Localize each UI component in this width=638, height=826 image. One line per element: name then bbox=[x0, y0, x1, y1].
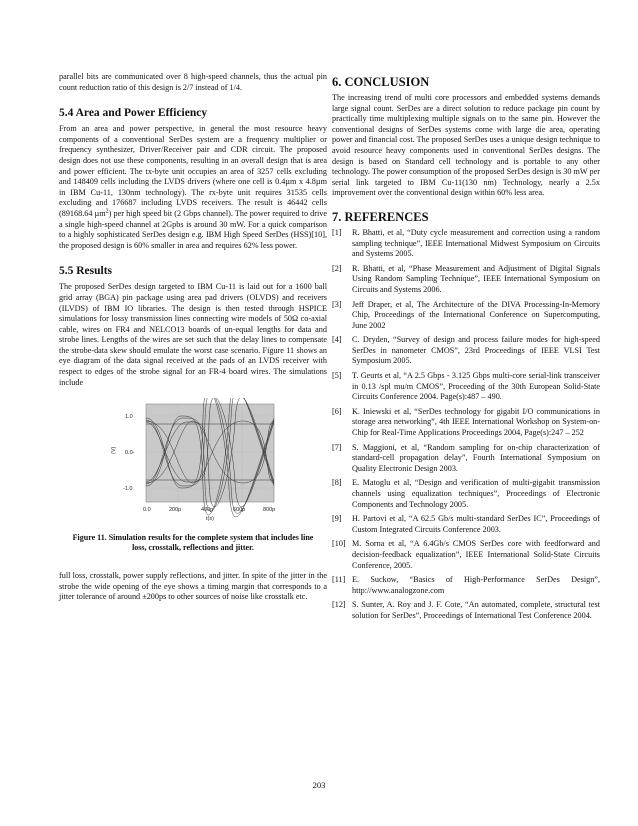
y-tick-0: 0.0- bbox=[125, 450, 135, 457]
intro-paragraph: parallel bits are communicated over 8 high-speed channels, thus the actual pin count reduction ratio of this design is 2/7 instead of 1/4. bbox=[59, 72, 327, 92]
reference-item: [7] S. Maggioni, et al, “Random sampling for on-chip characterization of standard-cell propagation delay”, Fourth International Symposium on Quality Electronic Design 2003. bbox=[332, 442, 600, 473]
figure-11-eye-diagram bbox=[103, 398, 283, 525]
section-6-paragraph: The increasing trend of multi core processors and embedded systems demands large signal count. SerDes are a direct solution to reduce package pin count by practically time multiplexing multiple signals on to the same pin. However the conventional designs of SerDes systems come with large die area, operating power and financial cost. The proposed SerDes uses a unique design technique to avoid resource heavy components used in conventional SerDes designs. The design is based on Standard cell technology and is portable to any other technology. The power consumption of the proposed SerDes design is 30 mW per serial link targeted to IBM Cu-11(130 nm) Technology, nearly a 2.5x improvement over the conventional design within 60% less area. bbox=[332, 93, 600, 198]
section-5-4-heading: 5.4 Area and Power Efficiency bbox=[59, 107, 208, 120]
eye-diagram-svg bbox=[103, 398, 283, 525]
x-tick-400p: 400p bbox=[201, 507, 214, 514]
reference-item: [3] Jeff Draper, et al, The Architecture of the DIVA Processing-In-Memory Chip, Proceedings of the International Conference on Supercomputing, June 2002 bbox=[332, 299, 600, 330]
section-5-4-paragraph: From an area and power perspective, in general the most resource heavy components of a conventional SerDes system are a frequency multiplier or frequency synthesizer, Driver/Receiver pair and CDR circuit. The proposed design does not use these components, resulting in an overall design that is area and power efficient. The tx-byte unit occupies an area of 3257 cells excluding and 148409 cells including the LVDS drivers (where one cell is 0.4µm x 4.8µm in IBM Cu-11, 130nm technology). The rx-byte unit requires 31535 cells excluding and 176687 including LVDS receivers. The result is 46442 cells (89168.64 µm$^2$) per high speed bit (2 Gbps channel). The power required to drive a single high-speed channel at 2Gpbs is around 30 mW. For a quick comparison to a highly sophisticated SerDes design e.g. IBM High Speed SerDes (HSS)[10], the proposed design is 60% smaller in area and requires 62% less power. bbox=[59, 124, 327, 250]
y-tick-neg1: -1.0 bbox=[123, 486, 133, 493]
reference-item: [11] E. Suckow, “Basics of High-Performance SerDes Design”, http://www.analogzone.com bbox=[332, 575, 600, 595]
reference-item: [1] R. Bhatti, et al, “Duty cycle measurement and correction using a random sampling technique”, IEEE International Midwest Symposium on Circuits and Systems 2005. bbox=[332, 227, 600, 259]
y-axis-label: (V) bbox=[111, 446, 117, 455]
right-column bbox=[332, 72, 600, 626]
references-list bbox=[332, 228, 600, 622]
reference-item: [6] K. Iniewski et al, “SerDes technology for gigabit I/O communications in storage area networking”, 4th IEEE International Workshop on System-on-Chip for Real-Time Applications Proceedings 2004, Page(s):247 – 252 bbox=[332, 406, 600, 438]
left-column bbox=[59, 72, 327, 603]
x-tick-0: 0.0 bbox=[143, 507, 151, 514]
y-tick-1: 1.0 bbox=[125, 414, 133, 421]
page-number: 203 bbox=[312, 780, 326, 790]
x-tick-600p: 600p bbox=[233, 507, 246, 514]
reference-item: [2] R. Bhatti, et al, “Phase Measurement and Adjustment of Digital Signals Using Random Sampling Technique”, IEEE International Symposium on Circuits and Systems 2006. bbox=[332, 263, 600, 294]
reference-item: [8] E. Matoglu et al, “Design and verification of multi-gigabit transmission channels using equalization techniques”, Proceedings of Electronic Components and Technology 2005. bbox=[332, 478, 600, 509]
section-5-5-paragraph: The proposed SerDes design targeted to IBM Cu-11 is laid out for a 1600 ball grid array (BGA) pin package using area pad drivers (OLVDS) and receivers (ILVDS) of IBM IO libraries. The design is then tested through HSPICE simulations for lossy transmission lines connecting wire models of 50Ω co-axial cable, wires on FR4 and NELCO13 boards of un-equal lengths for data and strobe lines. Lengths of the wires are set such that the delay lines to compensate the strobe-data skew should emulate the worst case scenario. Figure 11 shows an eye diagram of the data signal received at the pads of an LVDS receiver with respect to edges of the strobe signal for an FR-4 board wires. The simulations include bbox=[59, 282, 327, 387]
x-axis-label: t(s) bbox=[206, 516, 214, 523]
section-6-heading: 6. CONCLUSION bbox=[332, 75, 430, 89]
reference-item: [10] M. Sorna et al, “A 6.4Gb/s CMOS SerDes core with feedforward and decision-feedback equalization”, IEEE International Solid-State Circuits Conference, 2005. bbox=[332, 539, 600, 570]
post-figure-paragraph: full loss, crosstalk, power supply reflections, and jitter. In spite of the jitter in the strobe the wide opening of the eye shows a timing margin that corresponds to a jitter tolerance of around ±200ps to other sources of noise like crosstalk etc. bbox=[59, 571, 327, 602]
reference-item: [12] S. Sunter, A. Roy and J. F. Cote, “An automated, complete, structural test solution for SerDes”, Proceedings of International Test Conference 2004. bbox=[332, 600, 600, 620]
reference-item: [4] C. Dryden, “Survey of design and process failure modes for high-speed SerDes in nanometer CMOS”, 23rd Proceedings of IEEE VLSI Test Symposium 2005. bbox=[332, 335, 600, 366]
reference-item: [9] H. Partovi et al, “A 62.5 Gb/s multi-standard SerDes IC”, Proceedings of Custom Integrated Circuits Conference 2003. bbox=[332, 514, 600, 534]
reference-item: [5] T. Geurts et al, “A 2.5 Gbps - 3.125 Gbps multi-core serial-link transceiver in 0.13 /spl mu/m CMOS”, Proceeding of the 30th European Solid-State Circuits Conference 2004. Page(s):487 – 490. bbox=[332, 371, 600, 402]
section-7-heading: 7. REFERENCES bbox=[332, 209, 429, 224]
section-5-5-heading: 5.5 Results bbox=[59, 265, 113, 278]
x-tick-800p: 800p bbox=[263, 507, 276, 514]
figure-11-caption: Figure 11. Simulation results for the complete system that includes line loss, crosstalk, reflections and jitter. bbox=[72, 533, 314, 553]
x-tick-200p: 200p bbox=[169, 507, 182, 514]
